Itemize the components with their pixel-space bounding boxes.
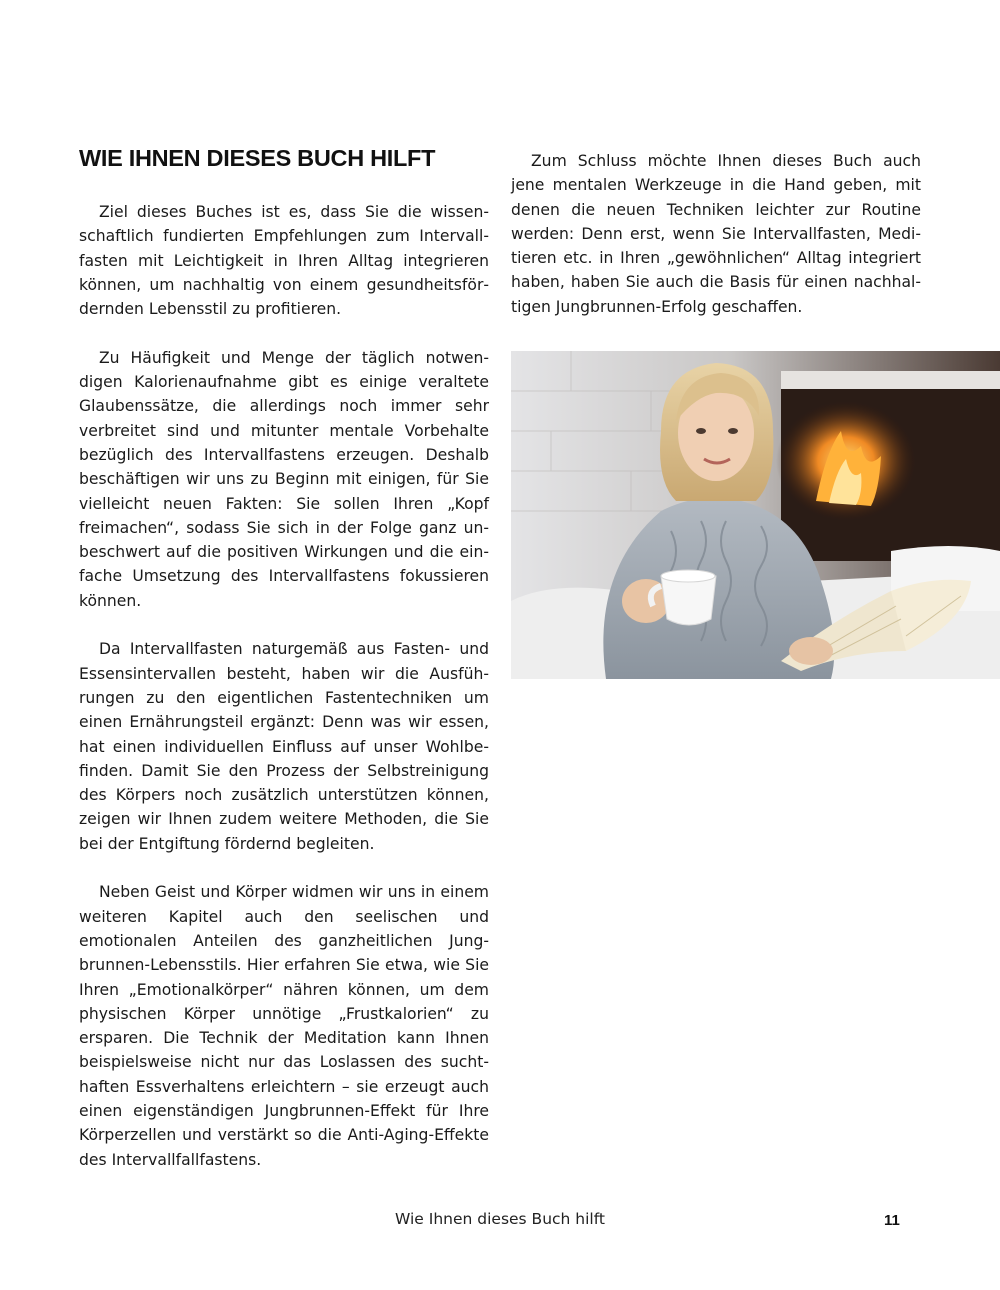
paragraph: Zu Häufigkeit und Menge der täglich notwendigen Kalorienaufnahme gibt es einige veraltete Glaubenssätze, die allerdings noch immer sehr verbreitet sind und mitunter mentale Vorbehalte bezüglich des Intervallfastens erzeugen. Deshalb beschäftigen wir uns zu Beginn mit einigen, für Sie vielleicht neuen Fakten: Sie sollen Ihren „Kopf freimachen“, sodass Sie sich in der Folge ganz unbeschwert auf die positiven Wirkungen und die einfache Umsetzung des Intervallfastens fokussieren können. (79, 348, 489, 610)
paragraph: Ziel dieses Buches ist es, dass Sie die wissenschaftlich fundierten Empfehlungen zum Intervallfasten mit Leichtigkeit in Ihren Alltag integrieren können, um nachhaltig von einem gesundheitsfördernden Lebensstil zu profitieren. (79, 203, 489, 319)
running-footer-title: Wie Ihnen dieses Buch hilft (395, 1210, 605, 1228)
paragraph: Da Intervallfasten naturgemäß aus Fasten- und Essensintervallen besteht, haben wir die Ausführungen zu den eigentlichen Fastentechniken um einen Ernährungsteil ergänzt: Denn was wir essen, hat einen individuellen Einfluss auf unser Wohlbefinden. Damit Sie den Prozess der Selbstreinigung des Körpers noch zusätzlich unterstützen können, zeigen wir Ihnen zudem weitere Methoden, die Sie bei der Entgiftung fördernd begleiten. (79, 640, 489, 853)
paragraph: Zum Schluss möchte Ihnen dieses Buch auch jene mentalen Werkzeuge in die Hand geben, mit denen die neuen Techniken leichter zur Routine werden: Denn erst, wenn Sie Intervallfasten, Meditieren etc. in Ihren „gewöhnlichen“ Alltag integriert haben, haben Sie auch die Basis für einen nachhaltigen Jungbrunnen-Erfolg geschaffen. (511, 152, 921, 316)
left-text-column (79, 200, 489, 1172)
right-text-column (511, 149, 921, 319)
chapter-heading: WIE IHNEN DIESES BUCH HILFT (79, 145, 436, 171)
photo-illustration (511, 351, 1000, 679)
page-number: 11 (884, 1212, 900, 1229)
paragraph: Neben Geist und Körper widmen wir uns in einem weiteren Kapitel auch den seelischen und emotionalen Anteilen des ganzheitlichen Jungbrunnen-Lebensstils. Hier erfahren Sie etwa, wie Sie Ihren „Emotionalkörper“ nähren können, um dem physischen Körper unnötige „Frustkalorien“ zu ersparen. Die Technik der Meditation kann Ihnen beispielsweise nicht nur das Loslassen des suchthaften Essverhaltens erleichtern – sie erzeugt auch einen eigenständigen Jungbrunnen-Effekt für Ihre Körperzellen und verstärkt so die Anti-Aging-Effekte des Intervallfallfastens. (79, 883, 489, 1169)
photo-woman-reading-by-fireplace (511, 351, 1000, 679)
